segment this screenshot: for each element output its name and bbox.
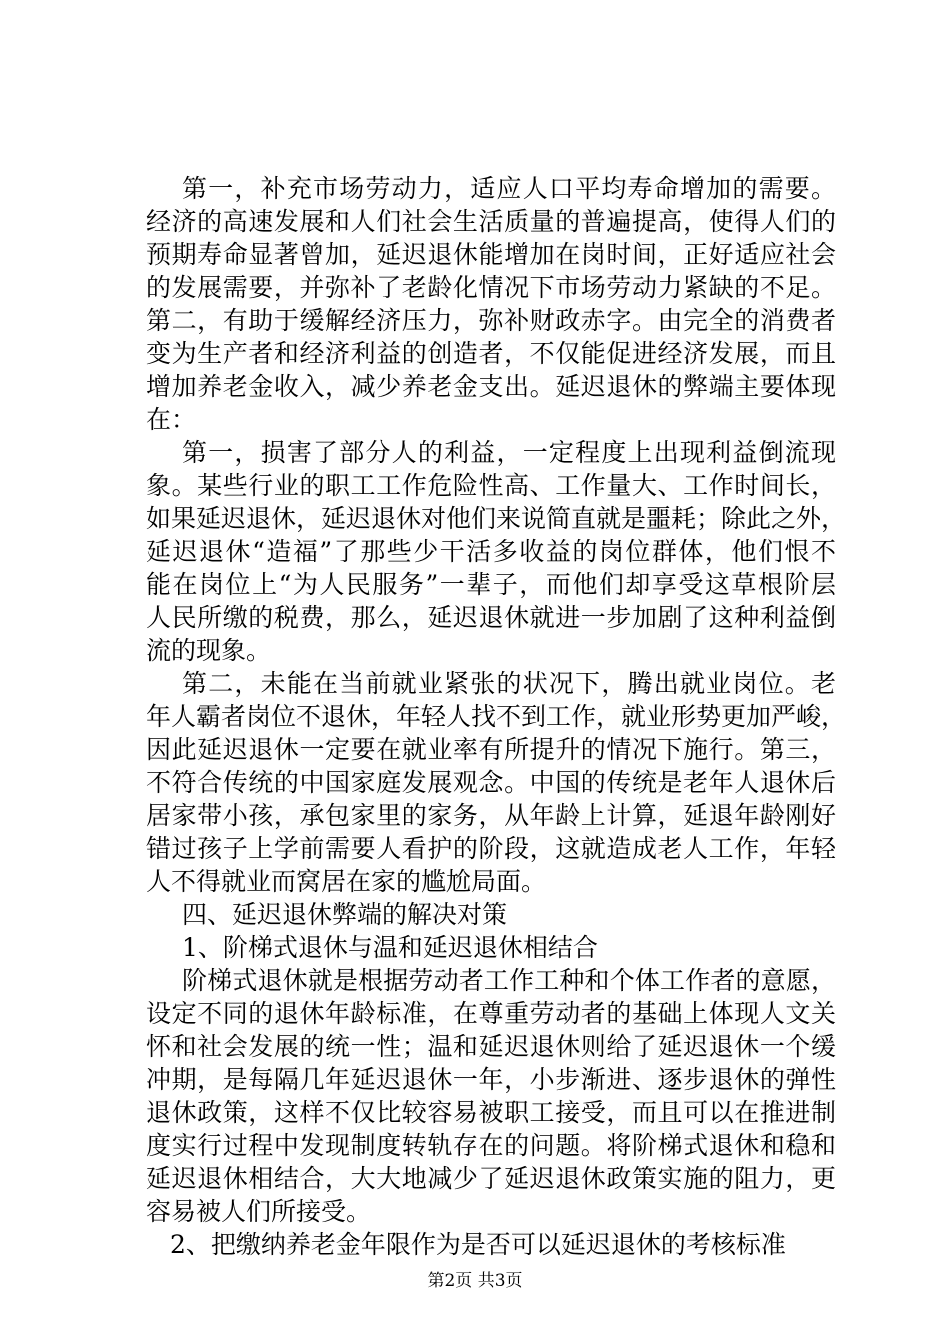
text-line: 变为生产者和经济利益的创造者，不仅能促进经济发展，而且 xyxy=(146,339,836,368)
text-line: 第二，未能在当前就业紧张的状况下，腾出就业岗位。老 xyxy=(182,669,836,698)
text-line: 流的现象。 xyxy=(146,636,272,665)
text-line: 在： xyxy=(146,405,197,434)
text-line: 能在岗位上“为人民服务”一辈子，而他们却享受这草根阶层 xyxy=(146,570,836,599)
text-line: 人不得就业而窝居在家的尴尬局面。 xyxy=(146,867,547,896)
text-line: 容易被人们所接受。 xyxy=(146,1197,372,1226)
text-line: 象。某些行业的职工工作危险性高、工作量大、工作时间长， xyxy=(146,471,836,500)
text-line: 不符合传统的中国家庭发展观念。中国的传统是老年人退休后 xyxy=(146,768,836,797)
text-line: 延迟退休“造福”了那些少干活多收益的岗位群体，他们恨不 xyxy=(146,537,836,566)
text-line: 增加养老金收入，减少养老金支出。延迟退休的弊端主要体现 xyxy=(146,372,836,401)
text-line: 人民所缴的税费，那么，延迟退休就进一步加剧了这种利益倒 xyxy=(146,603,836,632)
text-line: 四、延迟退休弊端的解决对策 xyxy=(182,900,508,929)
text-line: 1、阶梯式退休与温和延迟退休相结合 xyxy=(182,933,598,962)
text-line: 度实行过程中发现制度转轨存在的问题。将阶梯式退休和稳和 xyxy=(146,1131,836,1160)
document-body xyxy=(146,172,847,1261)
text-line: 2、把缴纳养老金年限作为是否可以延迟退休的考核标准 xyxy=(170,1230,786,1259)
text-line: 的发展需要，并弥补了老龄化情况下市场劳动力紧缺的不足。 xyxy=(146,273,836,302)
text-line: 因此延迟退休一定要在就业率有所提升的情况下施行。第三， xyxy=(146,735,836,764)
text-line: 延迟退休相结合，大大地减少了延迟退休政策实施的阻力，更 xyxy=(146,1164,836,1193)
text-line: 错过孩子上学前需要人看护的阶段，这就造成老人工作，年轻 xyxy=(146,834,836,863)
text-line: 经济的高速发展和人们社会生活质量的普遍提高，使得人们的 xyxy=(146,207,836,236)
text-line: 第一，补充市场劳动力，适应人口平均寿命增加的需要。 xyxy=(182,174,836,203)
text-line: 年人霸者岗位不退休，年轻人找不到工作，就业形势更加严峻， xyxy=(146,702,847,731)
text-line: 居家带小孩，承包家里的家务，从年龄上计算，延退年龄刚好 xyxy=(146,801,836,830)
text-line: 第二，有助于缓解经济压力，弥补财政赤字。由完全的消费者 xyxy=(146,306,836,335)
text-line: 冲期，是每隔几年延迟退休一年，小步渐进、逐步退休的弹性 xyxy=(146,1065,836,1094)
text-line: 怀和社会发展的统一性；温和延迟退休则给了延迟退休一个缓 xyxy=(146,1032,836,1061)
text-line: 第一，损害了部分人的利益，一定程度上出现利益倒流现 xyxy=(182,438,836,467)
text-line: 预期寿命显著曾加，延迟退休能增加在岗时间，正好适应社会 xyxy=(146,240,836,269)
text-line: 退休政策，这样不仅比较容易被职工接受，而且可以在推进制 xyxy=(146,1098,836,1127)
text-line: 阶梯式退休就是根据劳动者工作工种和个体工作者的意愿， xyxy=(182,966,836,995)
page-footer: 第2页 共3页 xyxy=(427,1271,523,1291)
text-line: 如果延迟退休，延迟退休对他们来说简直就是噩耗；除此之外， xyxy=(146,504,847,533)
text-line: 设定不同的退休年龄标准，在尊重劳动者的基础上体现人文关 xyxy=(146,999,836,1028)
